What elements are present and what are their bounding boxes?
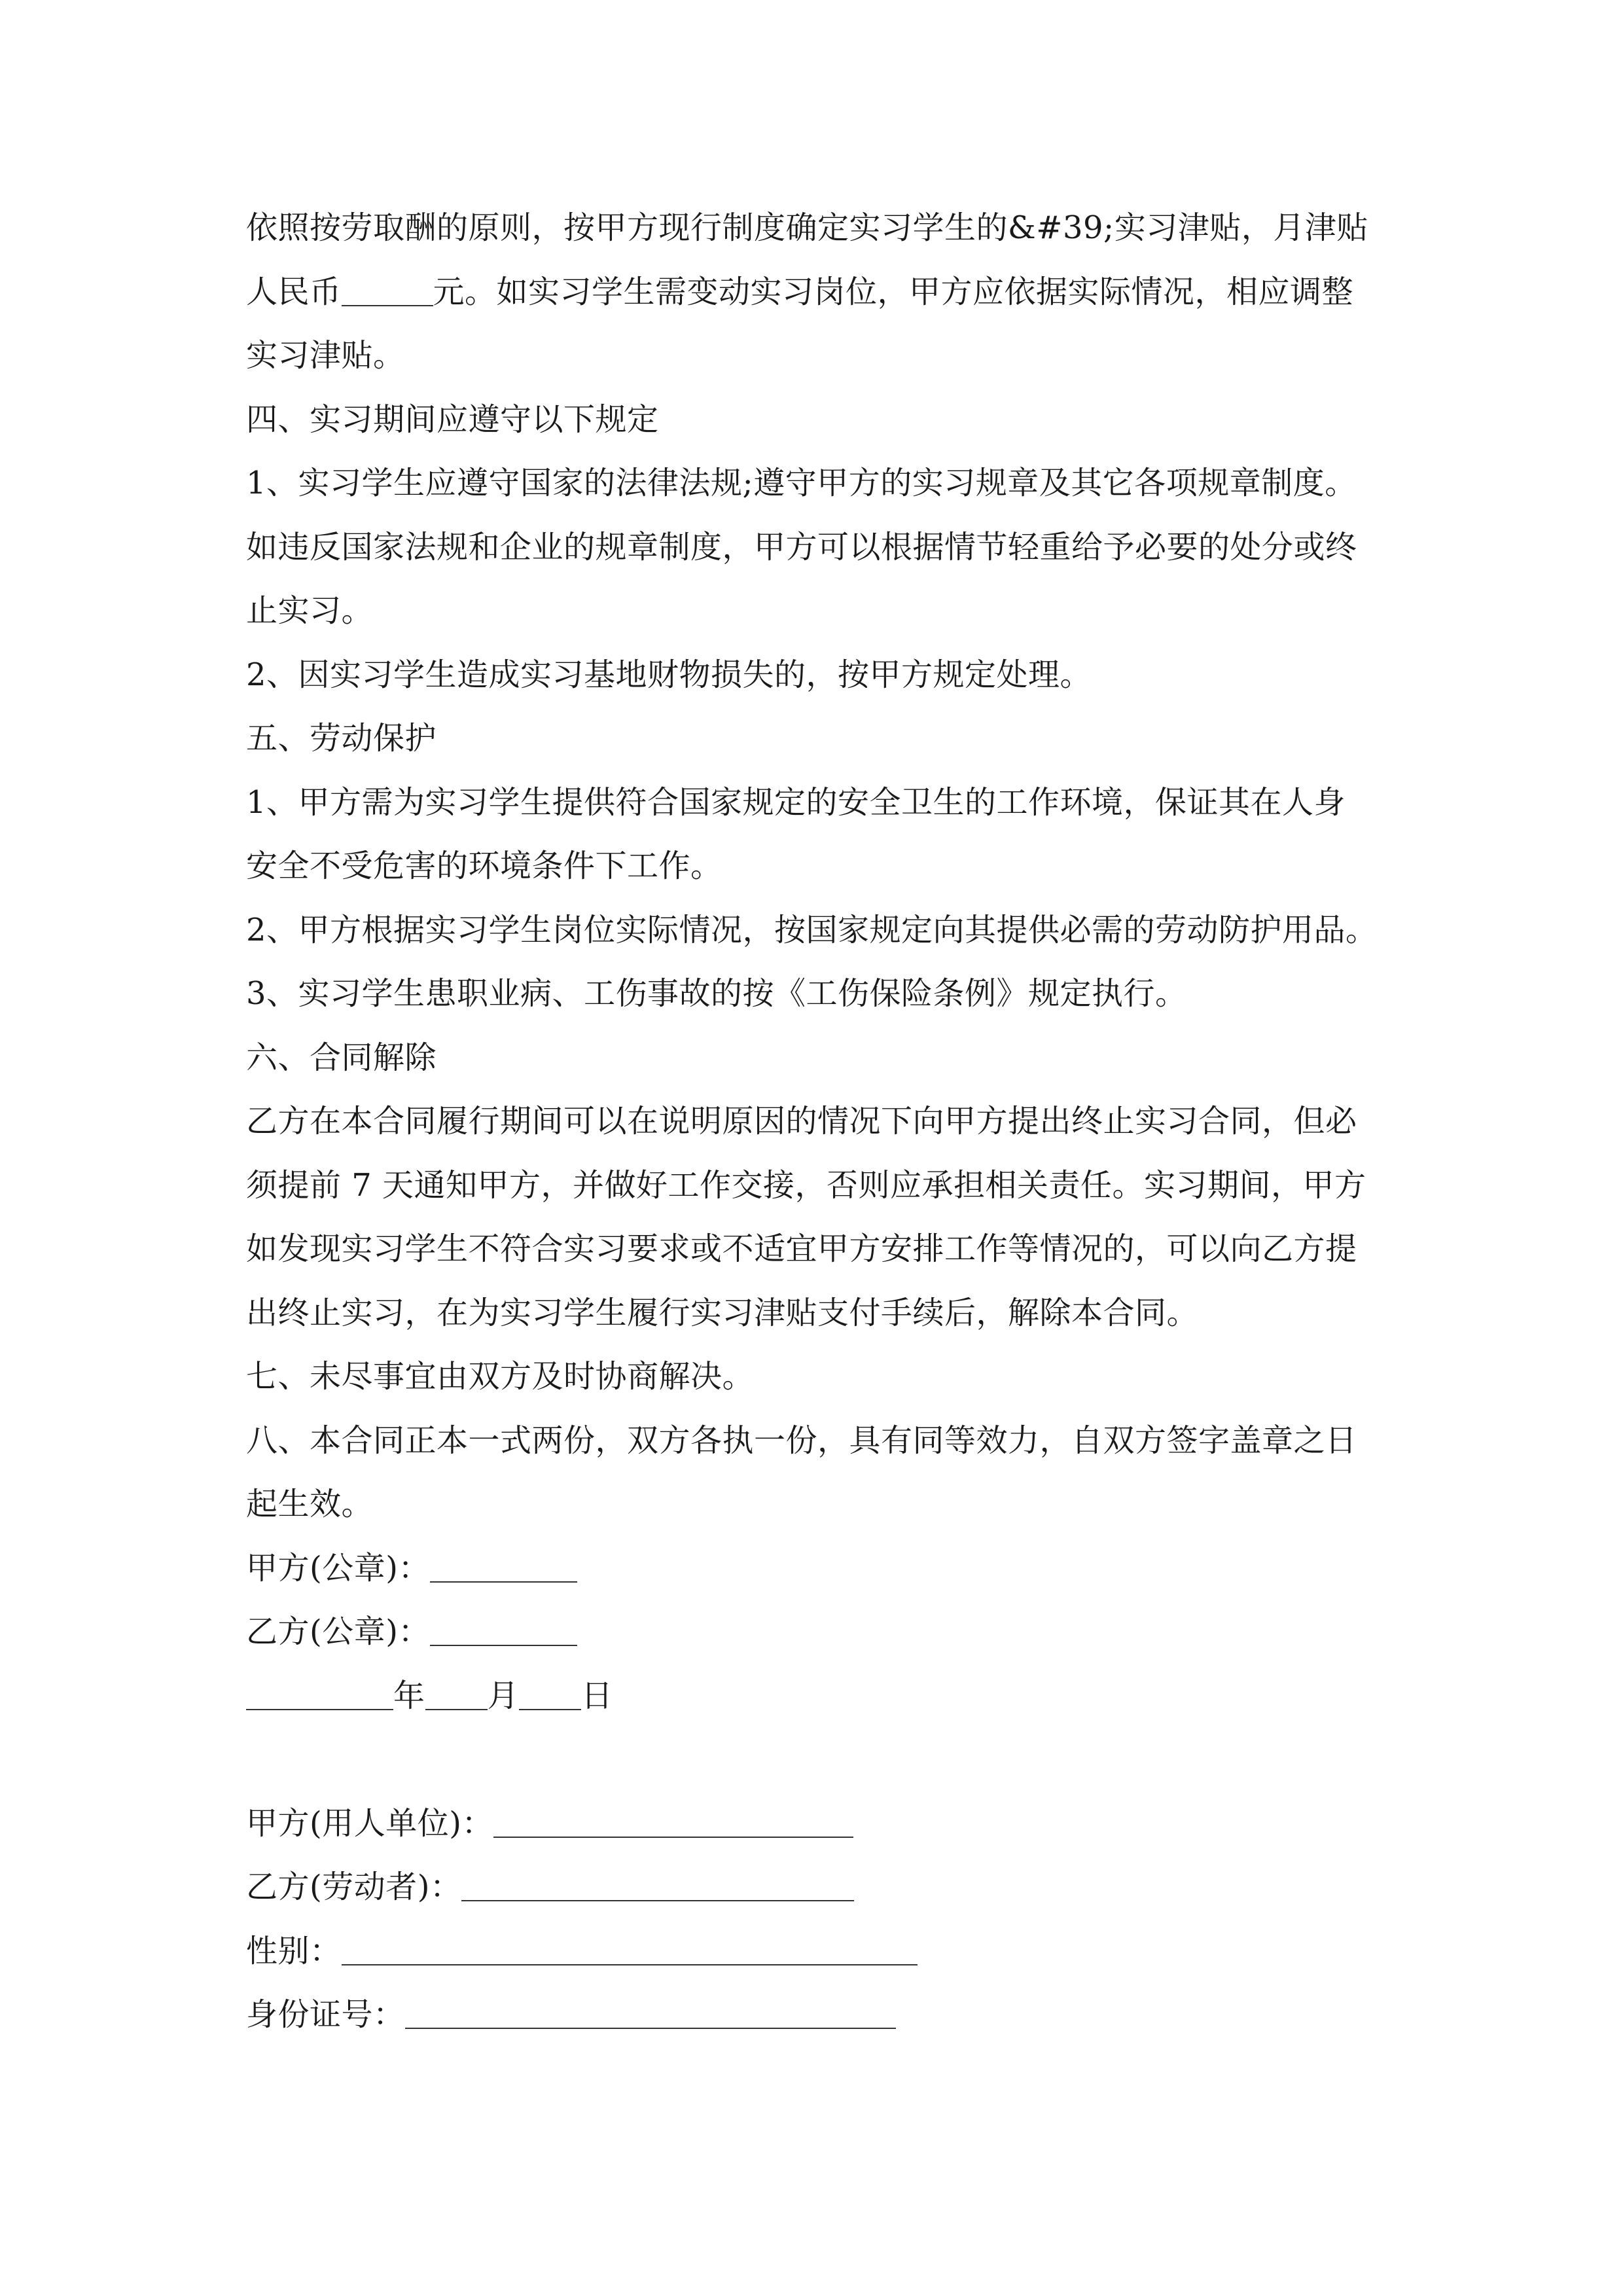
- allowance-amount-blank[interactable]: [342, 274, 433, 306]
- paragraph-line: 止实习。: [246, 592, 374, 629]
- year-label: 年: [393, 1677, 425, 1714]
- paragraph-line: 依照按劳取酬的原则，按甲方现行制度确定实习学生的&#39;实习津贴，月津贴: [246, 209, 1368, 246]
- paragraph-line: 如违反国家法规和企业的规章制度，甲方可以根据情节轻重给予必要的处分或终: [246, 528, 1357, 565]
- paragraph-line: 乙方在本合同履行期间可以在说明原因的情况下向甲方提出终止实习合同，但必: [246, 1103, 1357, 1139]
- id-blank[interactable]: [405, 1996, 896, 2029]
- party-a-seal-blank[interactable]: [430, 1550, 577, 1583]
- section-heading: 六、合同解除: [246, 1039, 437, 1076]
- gender-blank[interactable]: [342, 1933, 918, 1965]
- paragraph-line: 起生效。: [246, 1486, 374, 1522]
- date-line: [246, 1664, 1411, 1729]
- paragraph-line: 如发现实习学生不符合实习要求或不适宜甲方安排工作等情况的，可以向乙方提: [246, 1230, 1357, 1267]
- worker-blank[interactable]: [461, 1869, 854, 1901]
- month-label: 月: [487, 1677, 520, 1714]
- id-line: [246, 1983, 1411, 2047]
- id-label: 身份证号：: [246, 1996, 405, 2033]
- section-heading: 四、实习期间应遵守以下规定: [246, 401, 659, 438]
- employer-label: 甲方(用人单位)：: [246, 1804, 493, 1842]
- section-spacer: [246, 1728, 1411, 1792]
- paragraph-line: 安全不受危害的环境条件下工作。: [246, 848, 722, 884]
- day-label: 日: [581, 1677, 613, 1714]
- paragraph-line: 3、实习学生患职业病、工伤事故的按《工伤保险条例》规定执行。: [246, 975, 1187, 1012]
- section-heading: 五、劳动保护: [246, 720, 437, 757]
- employer-blank[interactable]: [493, 1805, 853, 1838]
- party-b-seal-blank[interactable]: [430, 1613, 577, 1646]
- allowance-line: [246, 260, 1411, 325]
- paragraph-line: 实习津贴。: [246, 337, 405, 374]
- month-blank[interactable]: [425, 1677, 488, 1710]
- party-b-seal-label: 乙方(公章)：: [246, 1613, 430, 1650]
- paragraph-line: 八、本合同正本一式两份，双方各执一份，具有同等效力，自双方签字盖章之日: [246, 1422, 1357, 1459]
- paragraph-line: 须提前 7 天通知甲方，并做好工作交接，否则应承担相关责任。实习期间，甲方: [246, 1166, 1366, 1204]
- section-heading: 七、未尽事宜由双方及时协商解决。: [246, 1358, 755, 1395]
- paragraph-line: 1、实习学生应遵守国家的法律法规;遵守甲方的实习规章及其它各项规章制度。: [246, 465, 1357, 501]
- party-a-seal-line: [246, 1537, 1411, 1601]
- year-blank[interactable]: [246, 1677, 393, 1710]
- day-blank[interactable]: [519, 1677, 581, 1710]
- paragraph-line: 2、因实习学生造成实习基地财物损失的，按甲方规定处理。: [246, 656, 1092, 693]
- worker-line: [246, 1856, 1411, 1920]
- allowance-suffix: 元。如实习学生需变动实习岗位，甲方应依据实际情况，相应调整: [433, 273, 1354, 310]
- party-a-seal-label: 甲方(公章)：: [246, 1549, 430, 1587]
- paragraph-line: 出终止实习，在为实习学生履行实习津贴支付手续后，解除本合同。: [246, 1294, 1199, 1331]
- gender-line: [246, 1920, 1411, 1984]
- paragraph-line: 1、甲方需为实习学生提供符合国家规定的安全卫生的工作环境，保证其在人身: [246, 783, 1346, 821]
- allowance-prefix: 人民币: [246, 273, 342, 310]
- document-body: [246, 196, 1411, 2047]
- employer-line: [246, 1792, 1411, 1856]
- party-b-seal-line: [246, 1600, 1411, 1664]
- paragraph-line: 2、甲方根据实习学生岗位实际情况，按国家规定向其提供必需的劳动防护用品。: [246, 911, 1378, 948]
- worker-label: 乙方(劳动者)：: [246, 1869, 462, 1905]
- gender-label: 性别：: [246, 1932, 342, 1969]
